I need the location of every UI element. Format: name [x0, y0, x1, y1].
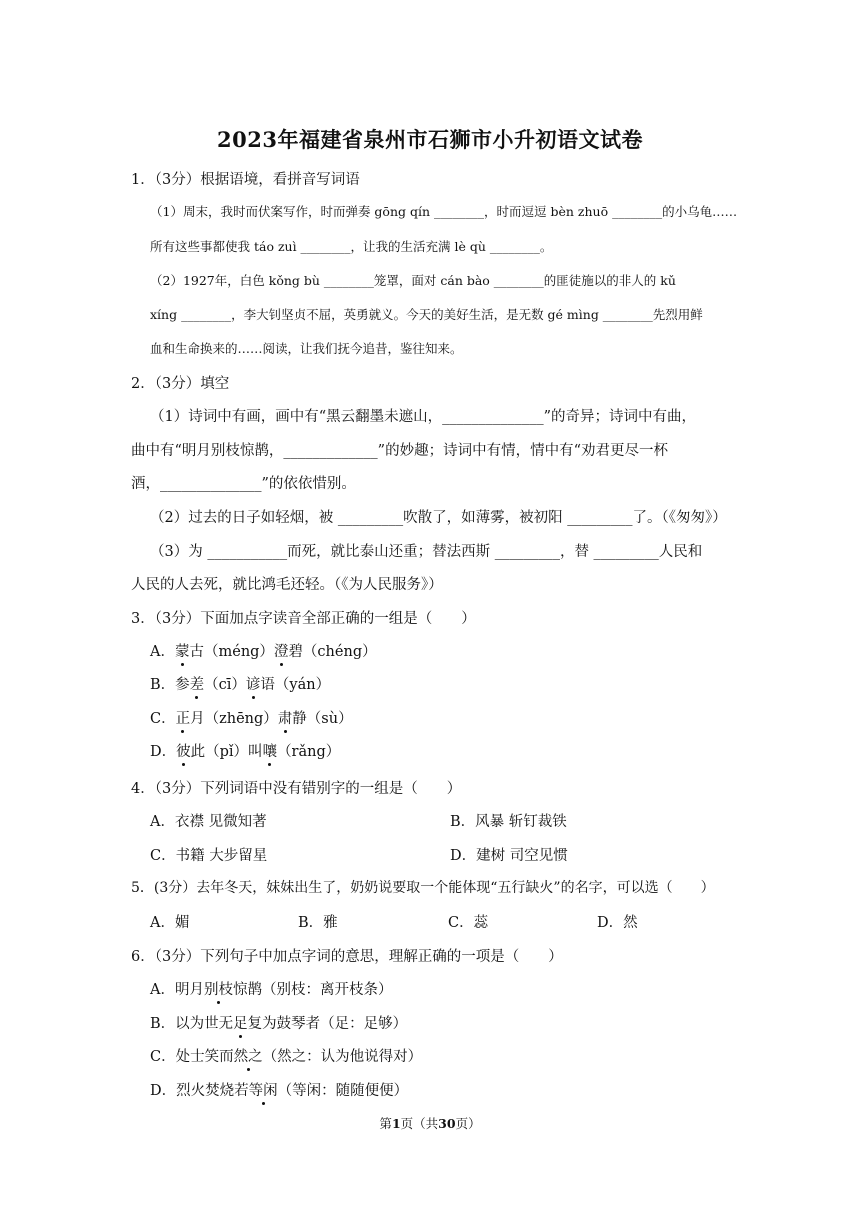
q3-option-a: A．蒙古（méng）澄碧（chéng） — [150, 640, 377, 661]
q1-line-4: xíng ________，李大钊坚贞不屈，英勇就义。今天的美好生活，是无数 gé mìng ________先烈用鲜 — [150, 307, 703, 322]
q4-option-b: B．风暴 斩钉裁铁 — [450, 814, 567, 830]
page-total: 30 — [438, 1116, 456, 1131]
q2-line-4: （2）过去的日子如轻烟，被 _________吹散了，如薄雾，被初阳 _________了。（《匆匆》） — [150, 510, 727, 526]
q1-line-5: 血和生命换来的……阅读，让我们抚今追昔，鉴往知来。 — [150, 341, 463, 356]
page-footer: 第1页（共30页） — [379, 1116, 481, 1131]
q2-line-1: （1）诗词中有画，画中有“黑云翻墨未遮山，______________”的奇异；诗词中有曲， — [150, 409, 697, 425]
q2-line-6: 人民的人去死，就比鸿毛还轻。（《为人民服务》） — [131, 577, 443, 593]
q1-line-3: （2）1927年，白色 kǒng bù ________笼罩，面对 cán bào ________的匪徒施以的非人的 kǔ — [150, 273, 676, 288]
q3-option-d: D．彼此（pǐ）叫嚷（rǎng） — [150, 740, 340, 761]
q2-line-3: 酒，______________”的依依惜别。 — [131, 476, 356, 492]
question-1-heading: 1．（3分）根据语境，看拼音写词语 — [131, 172, 360, 188]
emphasis-dot-char: 嚷 — [263, 740, 278, 761]
q6-option-b: B．以为世无足复为鼓琴者（足：足够） — [150, 1012, 407, 1033]
emphasis-dot-char: 澄 — [274, 640, 289, 661]
q5-option-c: C．蕊 — [448, 915, 489, 931]
emphasis-dot-word: 足 — [233, 1012, 248, 1033]
emphasis-dot-char: 彼 — [176, 740, 191, 761]
emphasis-dot-char: 正 — [176, 707, 191, 728]
question-6-heading: 6．（3分）下列句子中加点字词的意思，理解正确的一项是（ ） — [131, 949, 563, 965]
q4-option-d: D．建树 司空见惯 — [450, 848, 568, 864]
emphasis-dot-word: 别枝 — [204, 978, 233, 999]
q1-line-2: 所有这些事都使我 táo zuì ________，让我的生活充满 lè qù ________。 — [150, 239, 553, 254]
q5-option-b: B．雅 — [298, 915, 338, 931]
q6-option-c: C．处士笑而然之（然之：认为他说得对） — [150, 1045, 422, 1066]
q2-line-5: （3）为 ___________而死，就比泰山还重；替法西斯 _________，替 _________人民和 — [150, 544, 703, 560]
emphasis-dot-char: 蒙 — [175, 640, 190, 661]
q2-line-2: 曲中有“明月别枝惊鹊，_____________”的妙趣；诗词中有情，情中有“劝君更尽一杯 — [131, 443, 668, 459]
q3-option-c: C．正月（zhēng）肃静（sù） — [150, 707, 353, 728]
question-3-heading: 3．（3分）下面加点字读音全部正确的一组是（ ） — [131, 611, 476, 627]
emphasis-dot-char: 肃 — [278, 707, 293, 728]
q5-option-a: A．媚 — [150, 915, 190, 931]
q6-option-d: D．烈火焚烧若等闲（等闲：随随便便） — [150, 1079, 408, 1100]
question-4-heading: 4．（3分）下列词语中没有错别字的一组是（ ） — [131, 781, 462, 797]
emphasis-dot-word: 等闲 — [249, 1079, 278, 1100]
emphasis-dot-char: 差 — [190, 673, 205, 694]
q3-option-b: B．参差（cī）谚语（yán） — [150, 673, 330, 694]
page-title: 2023年福建省泉州市石狮市小升初语文试卷 — [217, 127, 643, 152]
question-2-heading: 2．（3分）填空 — [131, 376, 230, 392]
emphasis-dot-word: 然之 — [234, 1045, 263, 1066]
q5-option-d: D．然 — [597, 915, 638, 931]
q1-line-1: （1）周末，我时而伏案写作，时而弹奏 gōng qín ________，时而逗逗 bèn zhuō ________的小乌龟…… — [150, 204, 738, 219]
question-5-heading: 5．(3分）去年冬天，妹妹出生了，奶奶说要取一个能体现“五行缺火”的名字，可以选（ ） — [131, 880, 715, 896]
emphasis-dot-char: 谚 — [246, 673, 261, 694]
q4-option-a: A．衣襟 见微知著 — [150, 814, 267, 830]
q6-option-a: A．明月别枝惊鹊（别枝：离开枝条） — [150, 978, 392, 999]
page-number: 1 — [391, 1116, 401, 1131]
q4-option-c: C．书籍 大步留星 — [150, 848, 268, 864]
